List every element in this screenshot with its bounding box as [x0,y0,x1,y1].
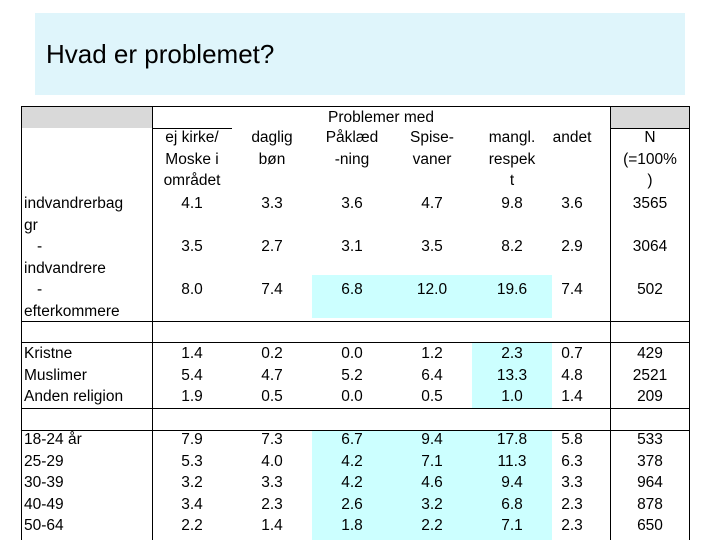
age-value-cell: 2.3 [261,495,283,513]
age-value-cell: 7.1 [501,517,523,534]
religion-value-cell: 1.2 [421,345,443,362]
religion-value-cell: 0.5 [261,388,283,405]
age-value-cell: 7.1 [421,452,443,470]
religion-value-cell: 1.9 [181,388,203,405]
origin-value-cell: 8.0 [181,281,203,298]
col-header-line: respek [488,150,536,168]
religion-value-cell: 1.4 [181,345,203,362]
religion-value-cell: 0.5 [421,388,443,405]
religion-value-cell: 0.0 [341,345,363,362]
age-value-cell: 378 [637,452,663,470]
religion-value-cell: 6.4 [421,366,443,384]
grid-line [21,106,22,540]
age-value-cell: 11.3 [497,452,527,470]
age-value-cell: 878 [637,495,663,513]
age-value-cell: 3.3 [561,474,583,491]
age-value-cell: 6.7 [341,431,363,448]
origin-value-cell: 3.5 [181,238,203,255]
col-header-line: mangl. [488,129,536,146]
age-value-cell: 1.4 [261,517,283,534]
problem-table [21,106,690,540]
row-label-line: 25-29 [24,452,64,470]
origin-value-cell: 8.2 [501,238,523,255]
row-label-line: indvandrerbag [24,195,124,212]
religion-value-cell: 13.3 [496,366,528,384]
religion-value-cell: 5.4 [181,366,203,384]
row-label-line: Kristne [24,345,73,362]
age-value-cell: 9.4 [421,431,443,448]
religion-value-column [152,343,232,408]
origin-value-cell: 3.6 [341,195,363,212]
age-value-column [152,429,232,537]
origin-value-cell: 19.6 [496,281,528,298]
col-header-line: andet [552,129,592,146]
age-value-cell: 533 [637,431,663,448]
col-header-line: N [644,129,656,146]
age-value-cell: 7.3 [261,431,283,448]
origin-value-cell: 3565 [632,195,668,212]
religion-value-column [532,343,612,408]
origin-value-cell: 7.4 [561,281,583,298]
col-header-n [610,127,690,192]
row-label-line: 18-24 år [24,431,82,448]
col-header-andet [532,127,612,149]
age-value-cell: 9.4 [501,474,523,491]
age-value-cell: 964 [637,474,663,491]
col-header-line: området [163,172,221,189]
origin-value-cell: 3.3 [261,195,283,212]
age-value-cell: 2.6 [341,495,363,513]
religion-value-cell: 2.3 [501,345,523,362]
col-header-line: Påklæd [325,129,379,146]
religion-value-cell: 5.2 [341,366,363,384]
origin-value-cell: 4.7 [421,195,443,212]
age-value-cell: 4.0 [261,452,283,470]
col-header-line: (=100% [623,150,677,168]
age-value-column [312,429,392,537]
col-header-line: vaner [412,150,452,168]
religion-value-cell: 0.0 [341,388,363,405]
age-value-cell: 2.2 [181,517,203,534]
religion-value-cell: 4.7 [261,366,283,384]
row-label-indvandrerbaggrund [21,193,152,236]
row-label-line: gr [24,216,38,234]
religion-value-column [312,343,392,408]
origin-value-cell: 2.9 [561,238,583,255]
col-header-line: t [509,172,515,189]
origin-value-cell: 9.8 [501,195,523,212]
col-header-paaklaedning [312,127,392,170]
title-banner [35,13,685,95]
age-value-column [392,429,472,537]
row-labels-age [21,429,152,537]
age-value-cell: 1.8 [341,517,363,534]
origin-value-cell: 7.4 [261,281,283,298]
religion-value-cell: 0.7 [561,345,583,362]
col-header-kirke [152,127,232,192]
religion-value-cell: 2521 [632,366,668,384]
religion-value-cell: 1.0 [501,388,523,405]
age-value-column [610,429,690,537]
religion-value-cell: 429 [637,345,663,362]
origin-value-cell: 3064 [632,238,668,255]
row-label-line: 50-64 [24,517,64,534]
col-header-daglig-boen [232,127,312,170]
age-value-cell: 3.4 [181,495,203,513]
age-value-cell: 2.2 [421,517,443,534]
origin-value-cell: 3.6 [561,195,583,212]
col-header-spisevaner [392,127,472,170]
row-label-line: - [37,281,43,298]
col-header-line: ) [647,172,653,189]
age-value-cell: 5.3 [181,452,203,470]
row-label-line: Muslimer [24,366,87,384]
grid-line [21,106,690,107]
age-value-cell: 17.8 [496,431,528,448]
slide-title: Hvad er problemet? [46,39,275,69]
religion-value-cell: 209 [637,388,663,405]
row-label-line: Anden religion [24,388,124,405]
age-value-cell: 2.3 [561,495,583,513]
origin-value-cell: 4.1 [181,195,203,212]
age-value-cell: 6.3 [561,452,583,470]
col-header-line: ej kirke/ [165,129,219,146]
grid-line [21,321,690,322]
row-label-line: - [37,238,43,255]
age-value-cell: 6.8 [501,495,523,513]
religion-value-column [392,343,472,408]
group-header: Problemer med [328,109,434,126]
col-header-line: daglig [251,129,293,146]
age-value-cell: 3.3 [261,474,283,491]
origin-value-cell: 502 [637,281,663,298]
religion-value-column [610,343,690,408]
origin-value-cell: 3.5 [421,238,443,255]
age-value-column [232,429,312,537]
row-label-line: 30-39 [24,474,64,491]
grid-line [152,128,232,129]
age-value-cell: 2.3 [561,517,583,534]
col-header-line: -ning [334,150,370,168]
age-value-cell: 650 [637,517,663,534]
age-value-cell: 3.2 [181,474,203,491]
age-value-cell: 4.2 [341,474,363,491]
origin-value-cell: 6.8 [341,281,363,298]
col-header-line: bøn [258,150,286,168]
row-labels-religion [21,343,152,408]
row-label-efterkommere [21,279,152,322]
age-value-cell: 4.6 [421,474,443,491]
religion-value-cell: 0.2 [261,345,283,362]
row-label-line: efterkommere [24,302,120,320]
origin-value-cell: 12.0 [416,281,448,298]
age-value-cell: 3.2 [421,495,443,513]
age-value-cell: 4.2 [341,452,363,470]
age-value-column [532,429,612,537]
col-header-line: Spise- [410,129,454,146]
origin-value-cell: 2.7 [261,238,283,255]
age-value-cell: 5.8 [561,431,583,448]
col-header-line: Moske i [165,150,219,168]
row-label-line: indvandrere [24,259,106,277]
row-label-line: 40-49 [24,495,64,513]
age-value-cell: 7.9 [181,431,203,448]
grid-line [610,128,690,129]
religion-value-column [232,343,312,408]
row-label-indvandrere [21,236,152,279]
grid-line [21,408,690,409]
origin-value-cell: 3.1 [341,238,363,255]
religion-value-cell: 4.8 [561,366,583,384]
religion-value-cell: 1.4 [561,388,583,405]
